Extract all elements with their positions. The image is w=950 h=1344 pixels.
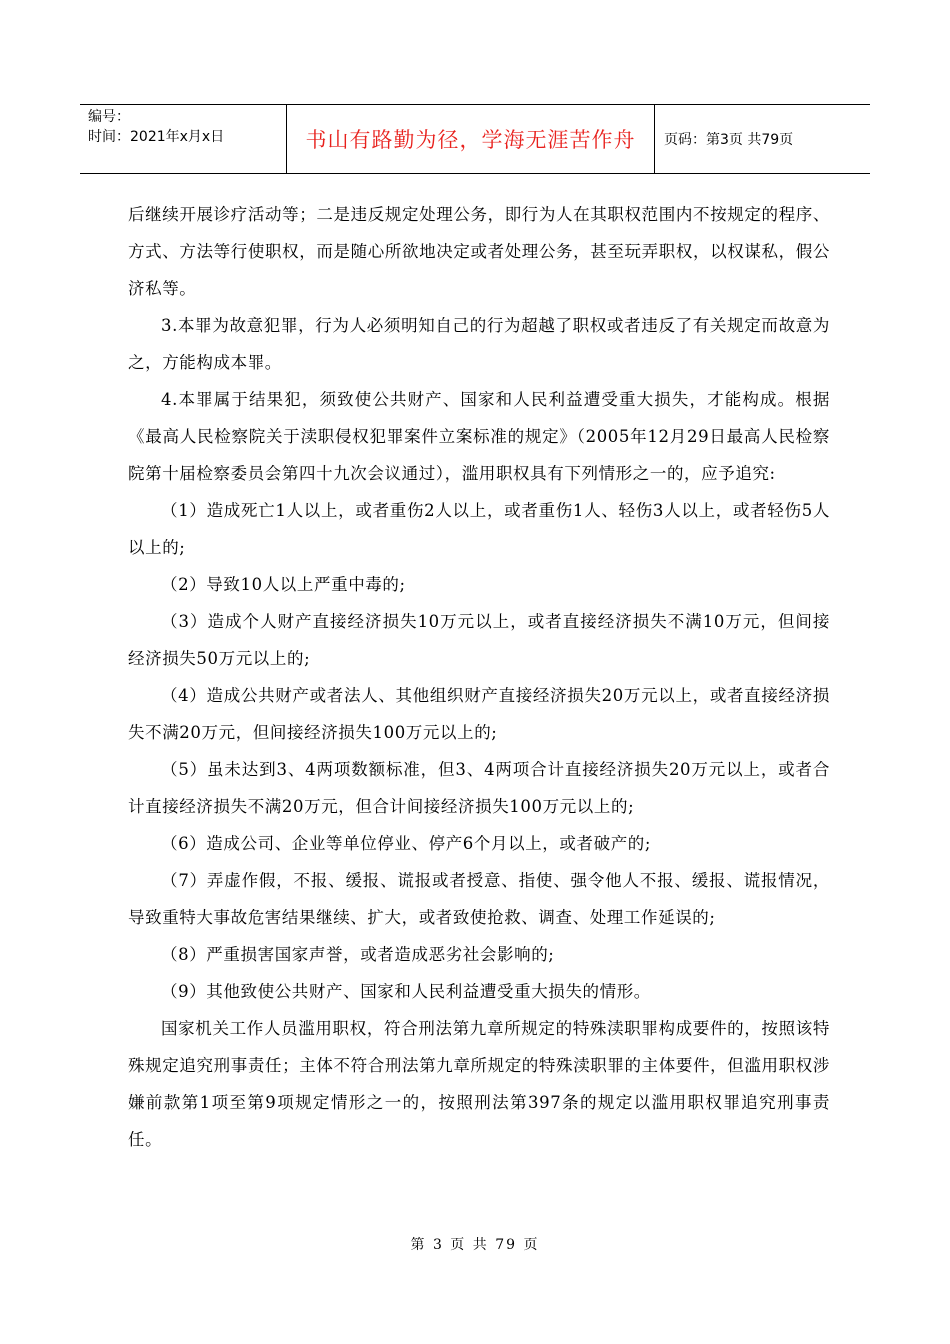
document-time-label: 时间：2021年x月x日 <box>88 129 225 145</box>
list-item: （9）其他致使公共财产、国家和人民利益遭受重大损失的情形。 <box>161 982 651 1001</box>
header-divider <box>654 105 655 173</box>
header-meta <box>88 107 288 171</box>
list-item: （4）造成公共财产或者法人、其他组织财产直接经济损失20万元以上，或者直接经济损失不满20万元，但间接经济损失100万元以上的; <box>128 686 830 742</box>
list-item: （5）虽未达到3、4两项数额标准，但3、4两项合计直接经济损失20万元以上，或者合计直接经济损失不满20万元，但合计间接经济损失100万元以上的; <box>128 760 830 816</box>
list-item: （2）导致10人以上严重中毒的; <box>161 575 406 594</box>
paragraph: 后继续开展诊疗活动等；二是违反规定处理公务，即行为人在其职权范围内不按规定的程序、方式、方法等行使职权，而是随心所欲地决定或者处理公务，甚至玩弄职权，以权谋私，假公济私等。 <box>128 205 830 298</box>
list-item: （7）弄虚作假，不报、缓报、谎报或者授意、指使、强令他人不报、缓报、谎报情况，导致重特大事故危害结果继续、扩大，或者致使抢救、调查、处理工作延误的; <box>128 871 830 927</box>
page-footer: 第 3 页 共 79 页 <box>410 1237 540 1253</box>
list-item: （8）严重损害国家声誉，或者造成恶劣社会影响的; <box>161 945 555 964</box>
list-item: （3）造成个人财产直接经济损失10万元以上，或者直接经济损失不满10万元，但间接经济损失50万元以上的; <box>128 612 830 668</box>
paragraph: 4.本罪属于结果犯，须致使公共财产、国家和人民利益遭受重大损失，才能构成。根据《最高人民检察院关于渎职侵权犯罪案件立案标准的规定》（2005年12月29日最高人民检察院第十届检察委员会第四十九次会议通过），滥用职权具有下列情形之一的，应予追究: <box>128 390 830 483</box>
paragraph: 国家机关工作人员滥用职权，符合刑法第九章所规定的特殊渎职罪构成要件的，按照该特殊规定追究刑事责任；主体不符合刑法第九章所规定的特殊渎职罪的主体要件，但滥用职权涉嫌前款第1项至第9项规定情形之一的，按照刑法第397条的规定以滥用职权罪追究刑事责任。 <box>128 1019 830 1149</box>
list-item: （1）造成死亡1人以上，或者重伤2人以上，或者重伤1人、轻伤3人以上，或者轻伤5人以上的; <box>128 501 830 557</box>
header-motto: 书山有路勤为径，学海无涯苦作舟 <box>305 128 636 152</box>
header-page-info: 页码：第3页 共79页 <box>664 132 794 148</box>
page-header <box>80 104 870 174</box>
document-body <box>128 196 830 1158</box>
document-number-label: 编号： <box>88 109 130 125</box>
list-item: （6）造成公司、企业等单位停业、停产6个月以上，或者破产的; <box>161 834 652 853</box>
paragraph: 3.本罪为故意犯罪，行为人必须明知自己的行为超越了职权或者违反了有关规定而故意为之，方能构成本罪。 <box>128 316 830 372</box>
